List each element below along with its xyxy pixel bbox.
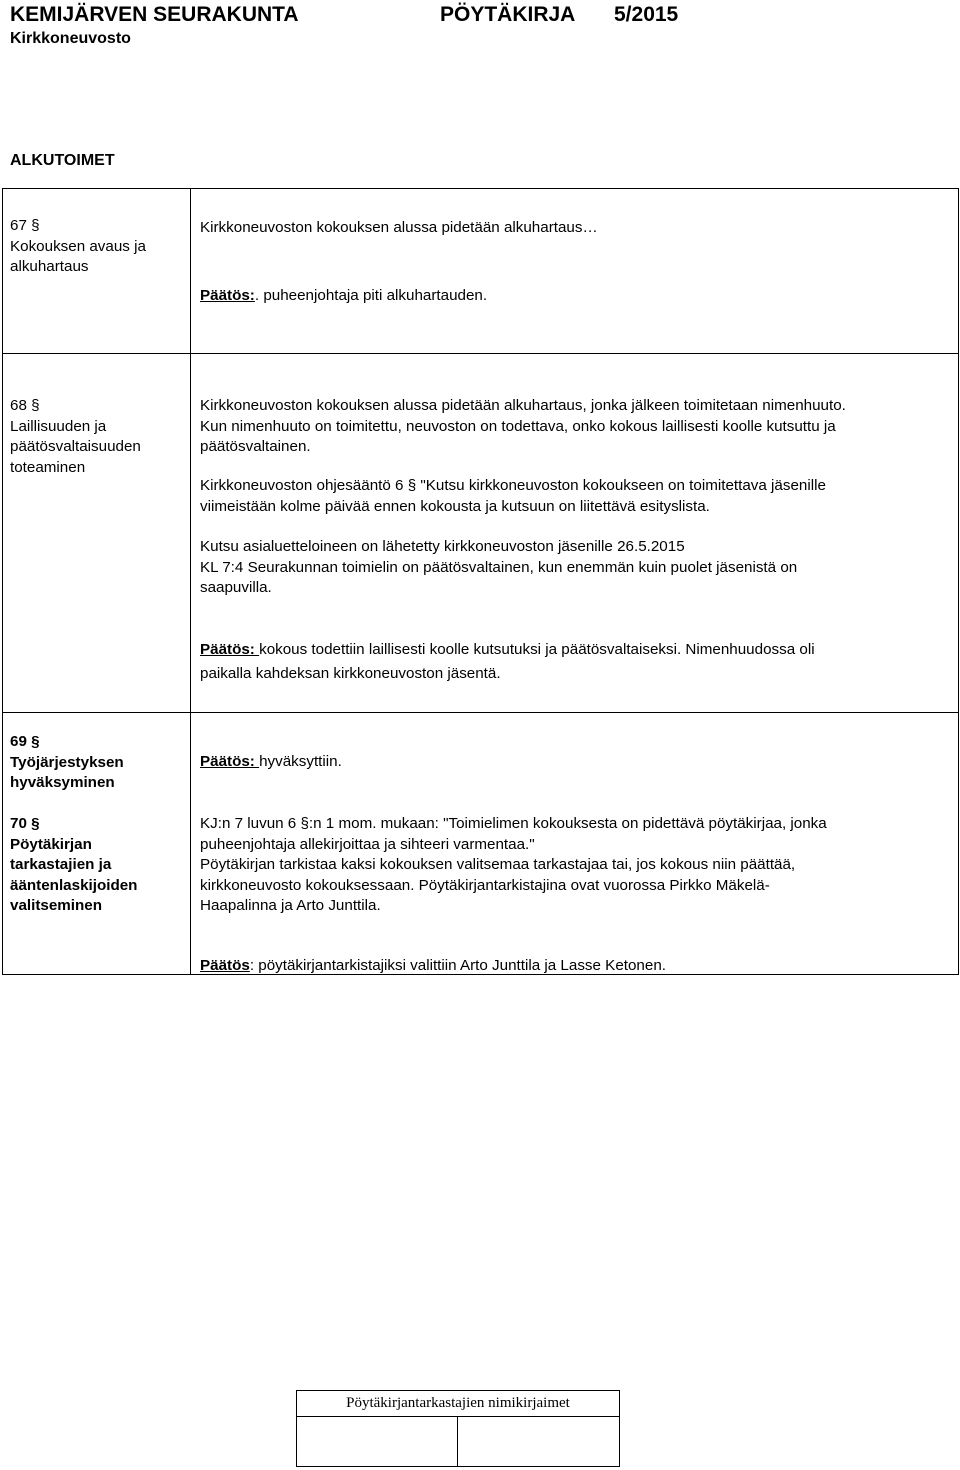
item-title-line: ääntenlaskijoiden: [10, 876, 138, 894]
item-title-line: tarkastajien ja: [10, 856, 112, 873]
text-line: viimeistään kolme päivää ennen kokousta ja kutsuun on liitettävä esityslista.: [200, 497, 710, 515]
item-70-heading: [10, 814, 190, 917]
table-left-border: [2, 188, 3, 975]
row-divider-67: [2, 353, 959, 354]
decision-text: . puheenjohtaja piti alkuhartauden.: [254, 287, 488, 304]
item-69-decision: [200, 752, 342, 773]
item-68-paragraph-1: [200, 396, 846, 458]
item-title-line: Pöytäkirjan: [10, 835, 92, 853]
decision-text: hyväksyttiin.: [259, 753, 342, 770]
item-title-line: päätösvaltaisuuden: [10, 438, 141, 455]
item-68-decision: [200, 638, 815, 686]
text-line: Kirkkoneuvoston kokouksen alussa pidetään alkuhartaus, jonka jälkeen toimitetaan nimenhuuto.: [200, 397, 846, 414]
item-title-line: alkuhartaus: [10, 258, 89, 275]
text-line: Kun nimenhuuto on toimitettu, neuvoston on todettava, onko kokous laillisesti koolle kutsuttu ja: [200, 417, 836, 435]
item-70-paragraph: [200, 814, 827, 917]
item-number: 69 §: [10, 733, 40, 750]
section-title: ALKUTOIMET: [10, 152, 115, 169]
decision-text: kokous todettiin laillisesti koolle kutsutuksi ja päätösvaltaiseksi. Nimenhuudossa oli: [259, 641, 815, 658]
text-line: puheenjohtaja allekirjoittaa ja sihteeri varmentaa.": [200, 835, 535, 853]
text-line: KJ:n 7 luvun 6 §:n 1 mom. mukaan: "Toimielimen kokouksesta on pidettävä pöytäkirjaa, jonka: [200, 815, 827, 832]
item-67-paragraph: Kirkkoneuvoston kokouksen alussa pidetään alkuhartaus…: [200, 219, 598, 236]
item-68-heading: [10, 396, 190, 478]
row-divider-68: [2, 712, 959, 713]
item-number: 67 §: [10, 217, 40, 234]
item-69-heading: [10, 732, 190, 794]
table-column-divider: [190, 188, 191, 975]
decision-text: paikalla kahdeksan kirkkoneuvoston jäsentä.: [200, 665, 501, 682]
decision-label: Päätös:: [200, 641, 260, 658]
body-name: Kirkkoneuvosto: [10, 30, 131, 47]
signature-box-label: Pöytäkirjantarkastajien nimikirjaimet: [297, 1391, 620, 1417]
text-line: saapuvilla.: [200, 579, 272, 596]
table-right-border: [958, 188, 959, 975]
decision-label: Päätös:: [200, 287, 255, 304]
decision-label: Päätös: [200, 957, 250, 974]
text-line: päätösvaltainen.: [200, 438, 311, 455]
item-number: 70 §: [10, 815, 40, 832]
doc-number: 5/2015: [614, 3, 679, 26]
text-line: Kirkkoneuvoston ohjesääntö 6 § "Kutsu kirkkoneuvoston kokoukseen on toimitettava jäsenille: [200, 477, 826, 494]
item-70-decision: [200, 956, 666, 977]
signature-cell-1[interactable]: [297, 1417, 458, 1467]
item-67-decision: [200, 286, 487, 307]
item-title-line: Työjärjestyksen: [10, 753, 124, 771]
text-line: KL 7:4 Seurakunnan toimielin on päätösvaltainen, kun enemmän kuin puolet jäsenistä on: [200, 558, 798, 576]
item-title-line: Kokouksen avaus ja: [10, 237, 146, 255]
text-line: Haapalinna ja Arto Junttila.: [200, 897, 381, 914]
signature-cell-2[interactable]: [458, 1417, 620, 1467]
text-line: Kutsu asialuetteloineen on lähetetty kirkkoneuvoston jäsenille 26.5.2015: [200, 538, 685, 555]
item-title-line: toteaminen: [10, 458, 86, 476]
item-67-heading: [10, 216, 190, 278]
text-line: Pöytäkirjan tarkistaa kaksi kokouksen valitsemaa tarkastajaa tai, jos kokous niin päättää,: [200, 856, 796, 873]
item-68-paragraph-2: [200, 476, 826, 517]
item-title-line: hyväksyminen: [10, 774, 115, 791]
item-title-line: Laillisuuden ja: [10, 417, 107, 435]
decision-text: : pöytäkirjantarkistajiksi valittiin Arto Junttila ja Lasse Ketonen.: [249, 957, 666, 974]
item-number: 68 §: [10, 397, 40, 414]
signature-box: [296, 1390, 620, 1467]
org-name: KEMIJÄRVEN SEURAKUNTA: [10, 3, 299, 26]
item-68-paragraph-3: [200, 537, 797, 599]
item-title-line: valitseminen: [10, 897, 103, 914]
doc-type: PÖYTÄKIRJA: [440, 3, 576, 26]
decision-label: Päätös:: [200, 753, 260, 770]
table-top-border: [2, 188, 959, 189]
text-line: kirkkoneuvosto kokouksessaan. Pöytäkirjantarkistajina ovat vuorossa Pirkko Mäkelä-: [200, 876, 770, 894]
